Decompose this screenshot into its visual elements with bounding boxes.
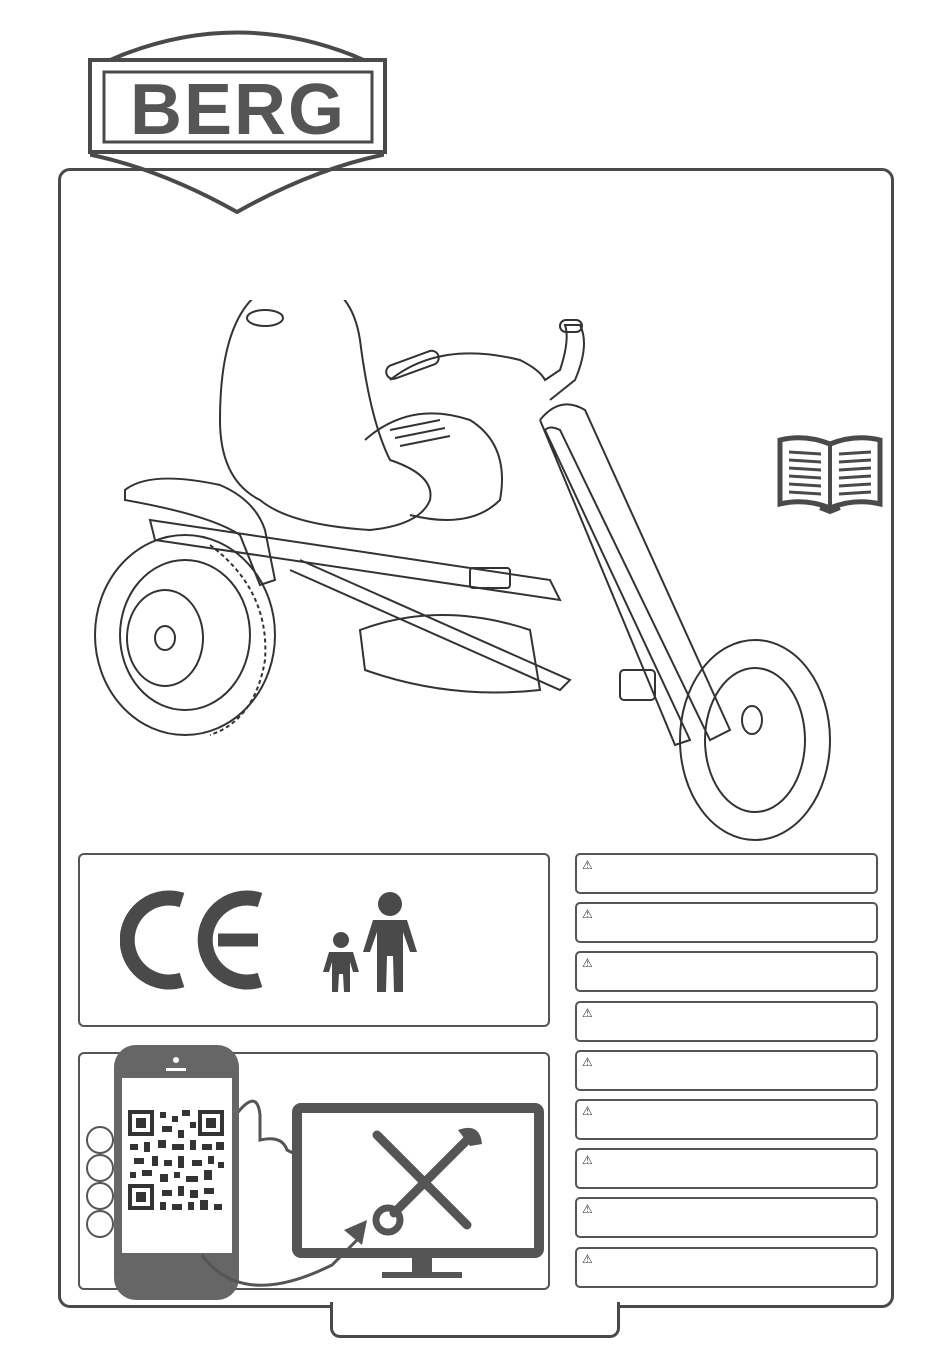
phone-to-monitor-graphic <box>82 1040 552 1305</box>
monitor-tools-icon <box>297 1108 539 1278</box>
warning-box <box>575 1247 878 1288</box>
warning-box <box>575 1050 878 1091</box>
child-and-adult-icon <box>315 890 425 995</box>
brand-name: BERG <box>129 70 347 150</box>
warning-triangle-icon: ⚠ <box>582 1251 593 1266</box>
warning-box <box>575 1001 878 1042</box>
warning-triangle-icon: ⚠ <box>582 907 593 922</box>
bottom-tab <box>330 1302 620 1338</box>
warning-box <box>575 1099 878 1140</box>
warning-box <box>575 902 878 943</box>
warnings-list <box>575 853 878 1296</box>
warning-triangle-icon: ⚠ <box>582 1202 593 1217</box>
warning-box <box>575 1197 878 1238</box>
warning-triangle-icon: ⚠ <box>582 1005 593 1020</box>
warning-triangle-icon: ⚠ <box>582 1153 593 1168</box>
ce-mark-icon <box>120 888 270 993</box>
open-book-icon <box>775 432 885 514</box>
warning-triangle-icon: ⚠ <box>582 1103 593 1118</box>
warning-box <box>575 853 878 894</box>
warning-triangle-icon: ⚠ <box>582 858 593 872</box>
warning-triangle-icon: ⚠ <box>582 956 593 971</box>
rear-wheel <box>95 535 275 735</box>
front-fork <box>540 404 730 745</box>
go-kart-illustration <box>90 300 860 845</box>
seat <box>220 300 431 530</box>
warning-box <box>575 951 878 992</box>
handlebar <box>390 325 584 400</box>
warning-triangle-icon: ⚠ <box>582 1054 593 1069</box>
smartphone-qr-icon <box>114 1045 239 1300</box>
warning-box <box>575 1148 878 1189</box>
